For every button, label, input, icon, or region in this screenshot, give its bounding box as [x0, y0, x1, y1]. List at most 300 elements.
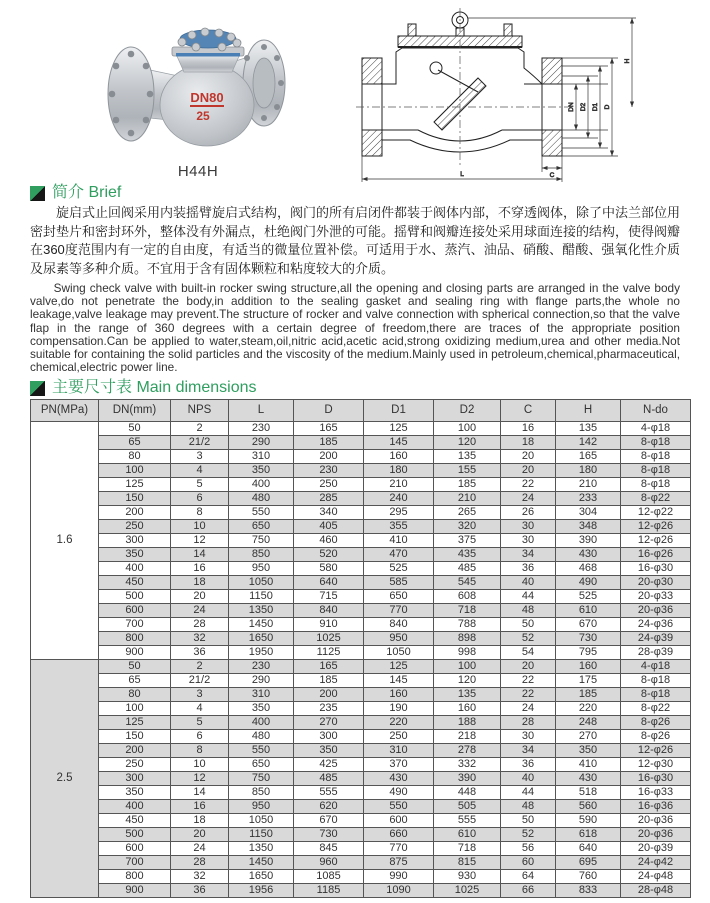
figures-row	[0, 0, 710, 181]
table-cell: 1185	[294, 884, 364, 898]
brief-title: 简介 Brief	[52, 184, 122, 201]
table-cell: 520	[294, 548, 364, 562]
table-cell: 718	[434, 842, 501, 856]
table-cell: 12-φ26	[621, 534, 691, 548]
table-cell: 425	[294, 758, 364, 772]
table-cell: 950	[229, 562, 294, 576]
label-d: D	[604, 104, 611, 110]
table-cell: 65	[99, 436, 171, 450]
table-cell: 100	[434, 422, 501, 436]
table-cell: 700	[99, 618, 171, 632]
table-cell: 66	[501, 884, 556, 898]
table-cell: 1956	[229, 884, 294, 898]
table-cell: 700	[99, 856, 171, 870]
table-cell: 16	[171, 562, 229, 576]
table-row	[31, 548, 691, 562]
table-cell: 200	[294, 688, 364, 702]
table-cell: 20-φ36	[621, 604, 691, 618]
table-cell: 450	[99, 814, 171, 828]
column-header: C	[501, 400, 556, 422]
table-cell: 20	[501, 660, 556, 674]
table-row	[31, 646, 691, 660]
table-row	[31, 758, 691, 772]
table-cell: 28	[171, 856, 229, 870]
table-cell: 125	[99, 478, 171, 492]
column-header: NPS	[171, 400, 229, 422]
table-cell: 24-φ39	[621, 632, 691, 646]
table-cell: 16	[171, 800, 229, 814]
table-cell: 60	[501, 856, 556, 870]
table-cell: 20	[171, 590, 229, 604]
table-cell: 310	[229, 450, 294, 464]
table-cell: 8-φ18	[621, 688, 691, 702]
table-cell: 1050	[229, 814, 294, 828]
table-cell: 20-φ39	[621, 842, 691, 856]
table-cell: 48	[501, 800, 556, 814]
table-cell: 16-φ30	[621, 562, 691, 576]
table-cell: 430	[364, 772, 434, 786]
table-row	[31, 534, 691, 548]
table-cell: 150	[99, 730, 171, 744]
table-cell: 233	[556, 492, 621, 506]
right-flange-bore	[253, 58, 275, 108]
table-cell: 44	[501, 590, 556, 604]
table-cell: 8-φ26	[621, 716, 691, 730]
label-dn: DN	[568, 102, 575, 112]
table-cell: 1350	[229, 842, 294, 856]
table-cell: 800	[99, 870, 171, 884]
table-cell: 20	[171, 828, 229, 842]
table-cell: 550	[229, 506, 294, 520]
table-cell: 20-φ36	[621, 814, 691, 828]
table-cell: 16-φ33	[621, 786, 691, 800]
label-d1: D1	[592, 102, 599, 112]
table-cell: 285	[294, 492, 364, 506]
table-cell: 3	[171, 450, 229, 464]
table-cell: 6	[171, 730, 229, 744]
table-cell: 650	[229, 520, 294, 534]
table-cell: 4	[171, 702, 229, 716]
table-cell: 950	[229, 800, 294, 814]
table-cell: 610	[434, 828, 501, 842]
table-cell: 620	[294, 800, 364, 814]
table-cell: 1950	[229, 646, 294, 660]
table-row	[31, 884, 691, 898]
table-cell: 1650	[229, 870, 294, 884]
table-row	[31, 562, 691, 576]
table-cell: 145	[364, 674, 434, 688]
table-cell: 8-φ22	[621, 702, 691, 716]
table-cell: 480	[229, 492, 294, 506]
pn-group-cell: 1.6	[31, 422, 99, 660]
table-cell: 1025	[434, 884, 501, 898]
table-cell: 145	[364, 436, 434, 450]
table-cell: 304	[556, 506, 621, 520]
bonnet-gasket	[176, 53, 240, 57]
column-header: H	[556, 400, 621, 422]
table-row	[31, 716, 691, 730]
label-c: C	[549, 172, 555, 179]
table-cell: 28-φ39	[621, 646, 691, 660]
table-cell: 600	[364, 814, 434, 828]
table-cell: 125	[99, 716, 171, 730]
table-cell: 770	[364, 604, 434, 618]
table-cell: 250	[294, 478, 364, 492]
table-cell: 155	[434, 464, 501, 478]
table-row	[31, 730, 691, 744]
table-cell: 350	[294, 744, 364, 758]
table-cell: 500	[99, 828, 171, 842]
table-cell: 750	[229, 534, 294, 548]
table-cell: 355	[364, 520, 434, 534]
table-cell: 230	[229, 422, 294, 436]
table-row	[31, 702, 691, 716]
table-cell: 660	[364, 828, 434, 842]
table-cell: 400	[229, 478, 294, 492]
table-cell: 518	[556, 786, 621, 800]
table-cell: 833	[556, 884, 621, 898]
table-cell: 64	[501, 870, 556, 884]
table-cell: 1050	[364, 646, 434, 660]
table-cell: 8-φ18	[621, 478, 691, 492]
brief-paragraph-en: Swing check valve with built-in rocker swing structure,all the opening and closing parts are arranged in the valve body valve,do not penetrate the body,in addition to the sealing gasket and sealing ring with flange parts,the whole no leakage,valve leakage may prevent.The structure of rocker and valve connection with spherical connection,so that the valve flap in the range of 360 degrees with a certain degree of freedom,there are traces of the appropriate position compensation.Can be applied to water,steam,oil,nitric acid,acetic acid,strong oxidizing medium,urea and other media.Not suitable for containing the solid particles and the viscosity of the medium.Mainly used in petroleum,chemical,pharmaceutical, chemical,electric power line.	[30, 281, 680, 375]
table-cell: 310	[364, 744, 434, 758]
table-cell: 1050	[229, 576, 294, 590]
table-cell: 795	[556, 646, 621, 660]
table-cell: 12	[171, 534, 229, 548]
table-cell: 218	[434, 730, 501, 744]
table-cell: 265	[434, 506, 501, 520]
table-cell: 160	[364, 688, 434, 702]
table-row	[31, 632, 691, 646]
table-cell: 44	[501, 786, 556, 800]
table-cell: 30	[501, 520, 556, 534]
table-row	[31, 604, 691, 618]
section-marker-icon	[30, 186, 45, 201]
table-cell: 750	[229, 772, 294, 786]
table-cell: 580	[294, 562, 364, 576]
table-cell: 120	[434, 674, 501, 688]
table-cell: 600	[99, 842, 171, 856]
table-cell: 770	[364, 842, 434, 856]
section-marker-icon	[30, 381, 45, 396]
table-cell: 18	[171, 814, 229, 828]
table-cell: 16-φ36	[621, 800, 691, 814]
table-cell: 180	[556, 464, 621, 478]
table-cell: 400	[99, 562, 171, 576]
table-cell: 300	[99, 772, 171, 786]
table-cell: 555	[294, 786, 364, 800]
table-cell: 348	[556, 520, 621, 534]
table-cell: 650	[229, 758, 294, 772]
table-cell: 150	[99, 492, 171, 506]
table-cell: 5	[171, 716, 229, 730]
table-cell: 1150	[229, 590, 294, 604]
table-cell: 390	[556, 534, 621, 548]
table-cell: 435	[434, 548, 501, 562]
table-cell: 142	[556, 436, 621, 450]
table-cell: 12-φ22	[621, 506, 691, 520]
table-cell: 175	[556, 674, 621, 688]
table-cell: 340	[294, 506, 364, 520]
table-cell: 28-φ48	[621, 884, 691, 898]
table-cell: 1450	[229, 856, 294, 870]
table-cell: 200	[99, 506, 171, 520]
table-cell: 240	[364, 492, 434, 506]
table-cell: 2	[171, 422, 229, 436]
table-cell: 930	[434, 870, 501, 884]
table-cell: 8-φ18	[621, 450, 691, 464]
table-cell: 350	[229, 702, 294, 716]
table-cell: 8-φ18	[621, 436, 691, 450]
table-cell: 545	[434, 576, 501, 590]
table-cell: 400	[99, 800, 171, 814]
table-row	[31, 520, 691, 534]
table-cell: 24-φ36	[621, 618, 691, 632]
table-cell: 480	[229, 730, 294, 744]
table-cell: 185	[294, 674, 364, 688]
table-cell: 34	[501, 548, 556, 562]
table-row	[31, 856, 691, 870]
table-cell: 670	[556, 618, 621, 632]
table-cell: 24	[501, 492, 556, 506]
table-cell: 30	[501, 730, 556, 744]
table-cell: 608	[434, 590, 501, 604]
label-h: H	[624, 58, 631, 64]
table-cell: 14	[171, 786, 229, 800]
table-cell: 470	[364, 548, 434, 562]
marking-pn: 25	[196, 109, 210, 123]
table-cell: 450	[99, 576, 171, 590]
table-cell: 135	[556, 422, 621, 436]
table-cell: 248	[556, 716, 621, 730]
table-cell: 250	[364, 730, 434, 744]
table-cell: 125	[364, 422, 434, 436]
table-cell: 52	[501, 828, 556, 842]
table-cell: 850	[229, 786, 294, 800]
table-cell: 998	[434, 646, 501, 660]
table-cell: 28	[501, 716, 556, 730]
table-cell: 24	[171, 604, 229, 618]
table-cell: 8-φ22	[621, 492, 691, 506]
table-cell: 125	[364, 660, 434, 674]
table-cell: 235	[294, 702, 364, 716]
table-cell: 22	[501, 478, 556, 492]
table-cell: 165	[294, 660, 364, 674]
dimensions-table	[30, 399, 691, 898]
table-cell: 600	[99, 604, 171, 618]
table-row	[31, 828, 691, 842]
table-cell: 1150	[229, 828, 294, 842]
table-cell: 1085	[294, 870, 364, 884]
table-cell: 300	[99, 534, 171, 548]
valve-neck	[176, 54, 240, 72]
table-cell: 100	[99, 464, 171, 478]
table-cell: 12-φ26	[621, 520, 691, 534]
table-cell: 320	[434, 520, 501, 534]
photo-caption: H44H	[177, 163, 219, 180]
table-cell: 290	[229, 674, 294, 688]
table-cell: 715	[294, 590, 364, 604]
table-row	[31, 842, 691, 856]
table-cell: 18	[171, 576, 229, 590]
table-cell: 618	[556, 828, 621, 842]
table-cell: 24	[501, 702, 556, 716]
table-cell: 24	[171, 842, 229, 856]
column-header: PN(MPa)	[31, 400, 99, 422]
valve-photo	[100, 6, 296, 158]
table-cell: 4	[171, 464, 229, 478]
table-cell: 24-φ48	[621, 870, 691, 884]
table-cell: 50	[99, 660, 171, 674]
table-row	[31, 870, 691, 884]
table-cell: 54	[501, 646, 556, 660]
table-cell: 165	[556, 450, 621, 464]
table-cell: 310	[229, 688, 294, 702]
table-cell: 50	[99, 422, 171, 436]
table-cell: 550	[364, 800, 434, 814]
table-cell: 295	[364, 506, 434, 520]
table-row	[31, 786, 691, 800]
table-row	[31, 814, 691, 828]
table-row	[31, 506, 691, 520]
table-cell: 20-φ33	[621, 590, 691, 604]
table-cell: 875	[364, 856, 434, 870]
table-cell: 332	[434, 758, 501, 772]
table-cell: 200	[294, 450, 364, 464]
table-cell: 2	[171, 660, 229, 674]
table-cell: 910	[294, 618, 364, 632]
table-cell: 840	[364, 618, 434, 632]
valve-drawing	[352, 6, 674, 184]
table-cell: 21/2	[171, 674, 229, 688]
table-cell: 135	[434, 688, 501, 702]
table-row	[31, 688, 691, 702]
table-cell: 10	[171, 758, 229, 772]
table-cell: 100	[434, 660, 501, 674]
column-header: D2	[434, 400, 501, 422]
table-cell: 815	[434, 856, 501, 870]
table-cell: 3	[171, 688, 229, 702]
table-cell: 50	[501, 618, 556, 632]
table-cell: 28	[171, 618, 229, 632]
drawing-body	[362, 12, 562, 156]
table-cell: 22	[501, 688, 556, 702]
table-row	[31, 422, 691, 436]
table-cell: 8-φ18	[621, 674, 691, 688]
table-cell: 24-φ42	[621, 856, 691, 870]
table-cell: 12-φ26	[621, 744, 691, 758]
table-cell: 48	[501, 604, 556, 618]
table-cell: 1090	[364, 884, 434, 898]
table-cell: 165	[294, 422, 364, 436]
column-header: D1	[364, 400, 434, 422]
table-cell: 12-φ30	[621, 758, 691, 772]
table-cell: 550	[229, 744, 294, 758]
table-cell: 190	[364, 702, 434, 716]
table-cell: 290	[229, 436, 294, 450]
table-cell: 990	[364, 870, 434, 884]
table-row	[31, 478, 691, 492]
table-cell: 14	[171, 548, 229, 562]
table-cell: 32	[171, 632, 229, 646]
table-cell: 32	[171, 870, 229, 884]
table-row	[31, 674, 691, 688]
table-cell: 220	[556, 702, 621, 716]
table-cell: 18	[501, 436, 556, 450]
table-cell: 6	[171, 492, 229, 506]
table-cell: 350	[229, 464, 294, 478]
table-cell: 230	[229, 660, 294, 674]
table-cell: 900	[99, 884, 171, 898]
table-cell: 40	[501, 772, 556, 786]
table-cell: 160	[434, 702, 501, 716]
table-cell: 460	[294, 534, 364, 548]
table-cell: 525	[364, 562, 434, 576]
table-cell: 490	[556, 576, 621, 590]
table-cell: 1650	[229, 632, 294, 646]
table-cell: 135	[434, 450, 501, 464]
table-cell: 800	[99, 632, 171, 646]
table-row	[31, 450, 691, 464]
table-cell: 80	[99, 688, 171, 702]
table-cell: 505	[434, 800, 501, 814]
table-cell: 4-φ18	[621, 422, 691, 436]
table-cell: 5	[171, 478, 229, 492]
table-cell: 250	[99, 758, 171, 772]
table-cell: 100	[99, 702, 171, 716]
table-cell: 468	[556, 562, 621, 576]
table-cell: 950	[364, 632, 434, 646]
table-cell: 300	[294, 730, 364, 744]
table-cell: 80	[99, 450, 171, 464]
table-cell: 788	[434, 618, 501, 632]
table-cell: 40	[501, 576, 556, 590]
table-cell: 210	[434, 492, 501, 506]
table-cell: 898	[434, 632, 501, 646]
table-cell: 180	[364, 464, 434, 478]
table-cell: 350	[556, 744, 621, 758]
table-cell: 8-φ26	[621, 730, 691, 744]
table-cell: 1350	[229, 604, 294, 618]
column-header: D	[294, 400, 364, 422]
table-cell: 20-φ36	[621, 828, 691, 842]
table-cell: 405	[294, 520, 364, 534]
table-cell: 585	[364, 576, 434, 590]
table-row	[31, 800, 691, 814]
column-header: L	[229, 400, 294, 422]
table-cell: 500	[99, 590, 171, 604]
table-row	[31, 464, 691, 478]
table-cell: 560	[556, 800, 621, 814]
table-cell: 960	[294, 856, 364, 870]
table-cell: 1450	[229, 618, 294, 632]
table-cell: 555	[434, 814, 501, 828]
table-cell: 8	[171, 744, 229, 758]
table-row	[31, 576, 691, 590]
marking-underline	[190, 105, 224, 107]
table-cell: 270	[294, 716, 364, 730]
table-cell: 1125	[294, 646, 364, 660]
table-cell: 370	[364, 758, 434, 772]
table-cell: 900	[99, 646, 171, 660]
table-cell: 36	[501, 758, 556, 772]
table-cell: 36	[171, 646, 229, 660]
valve-drawing-block	[352, 6, 674, 189]
table-cell: 8-φ18	[621, 464, 691, 478]
table-cell: 20	[501, 450, 556, 464]
table-cell: 200	[99, 744, 171, 758]
